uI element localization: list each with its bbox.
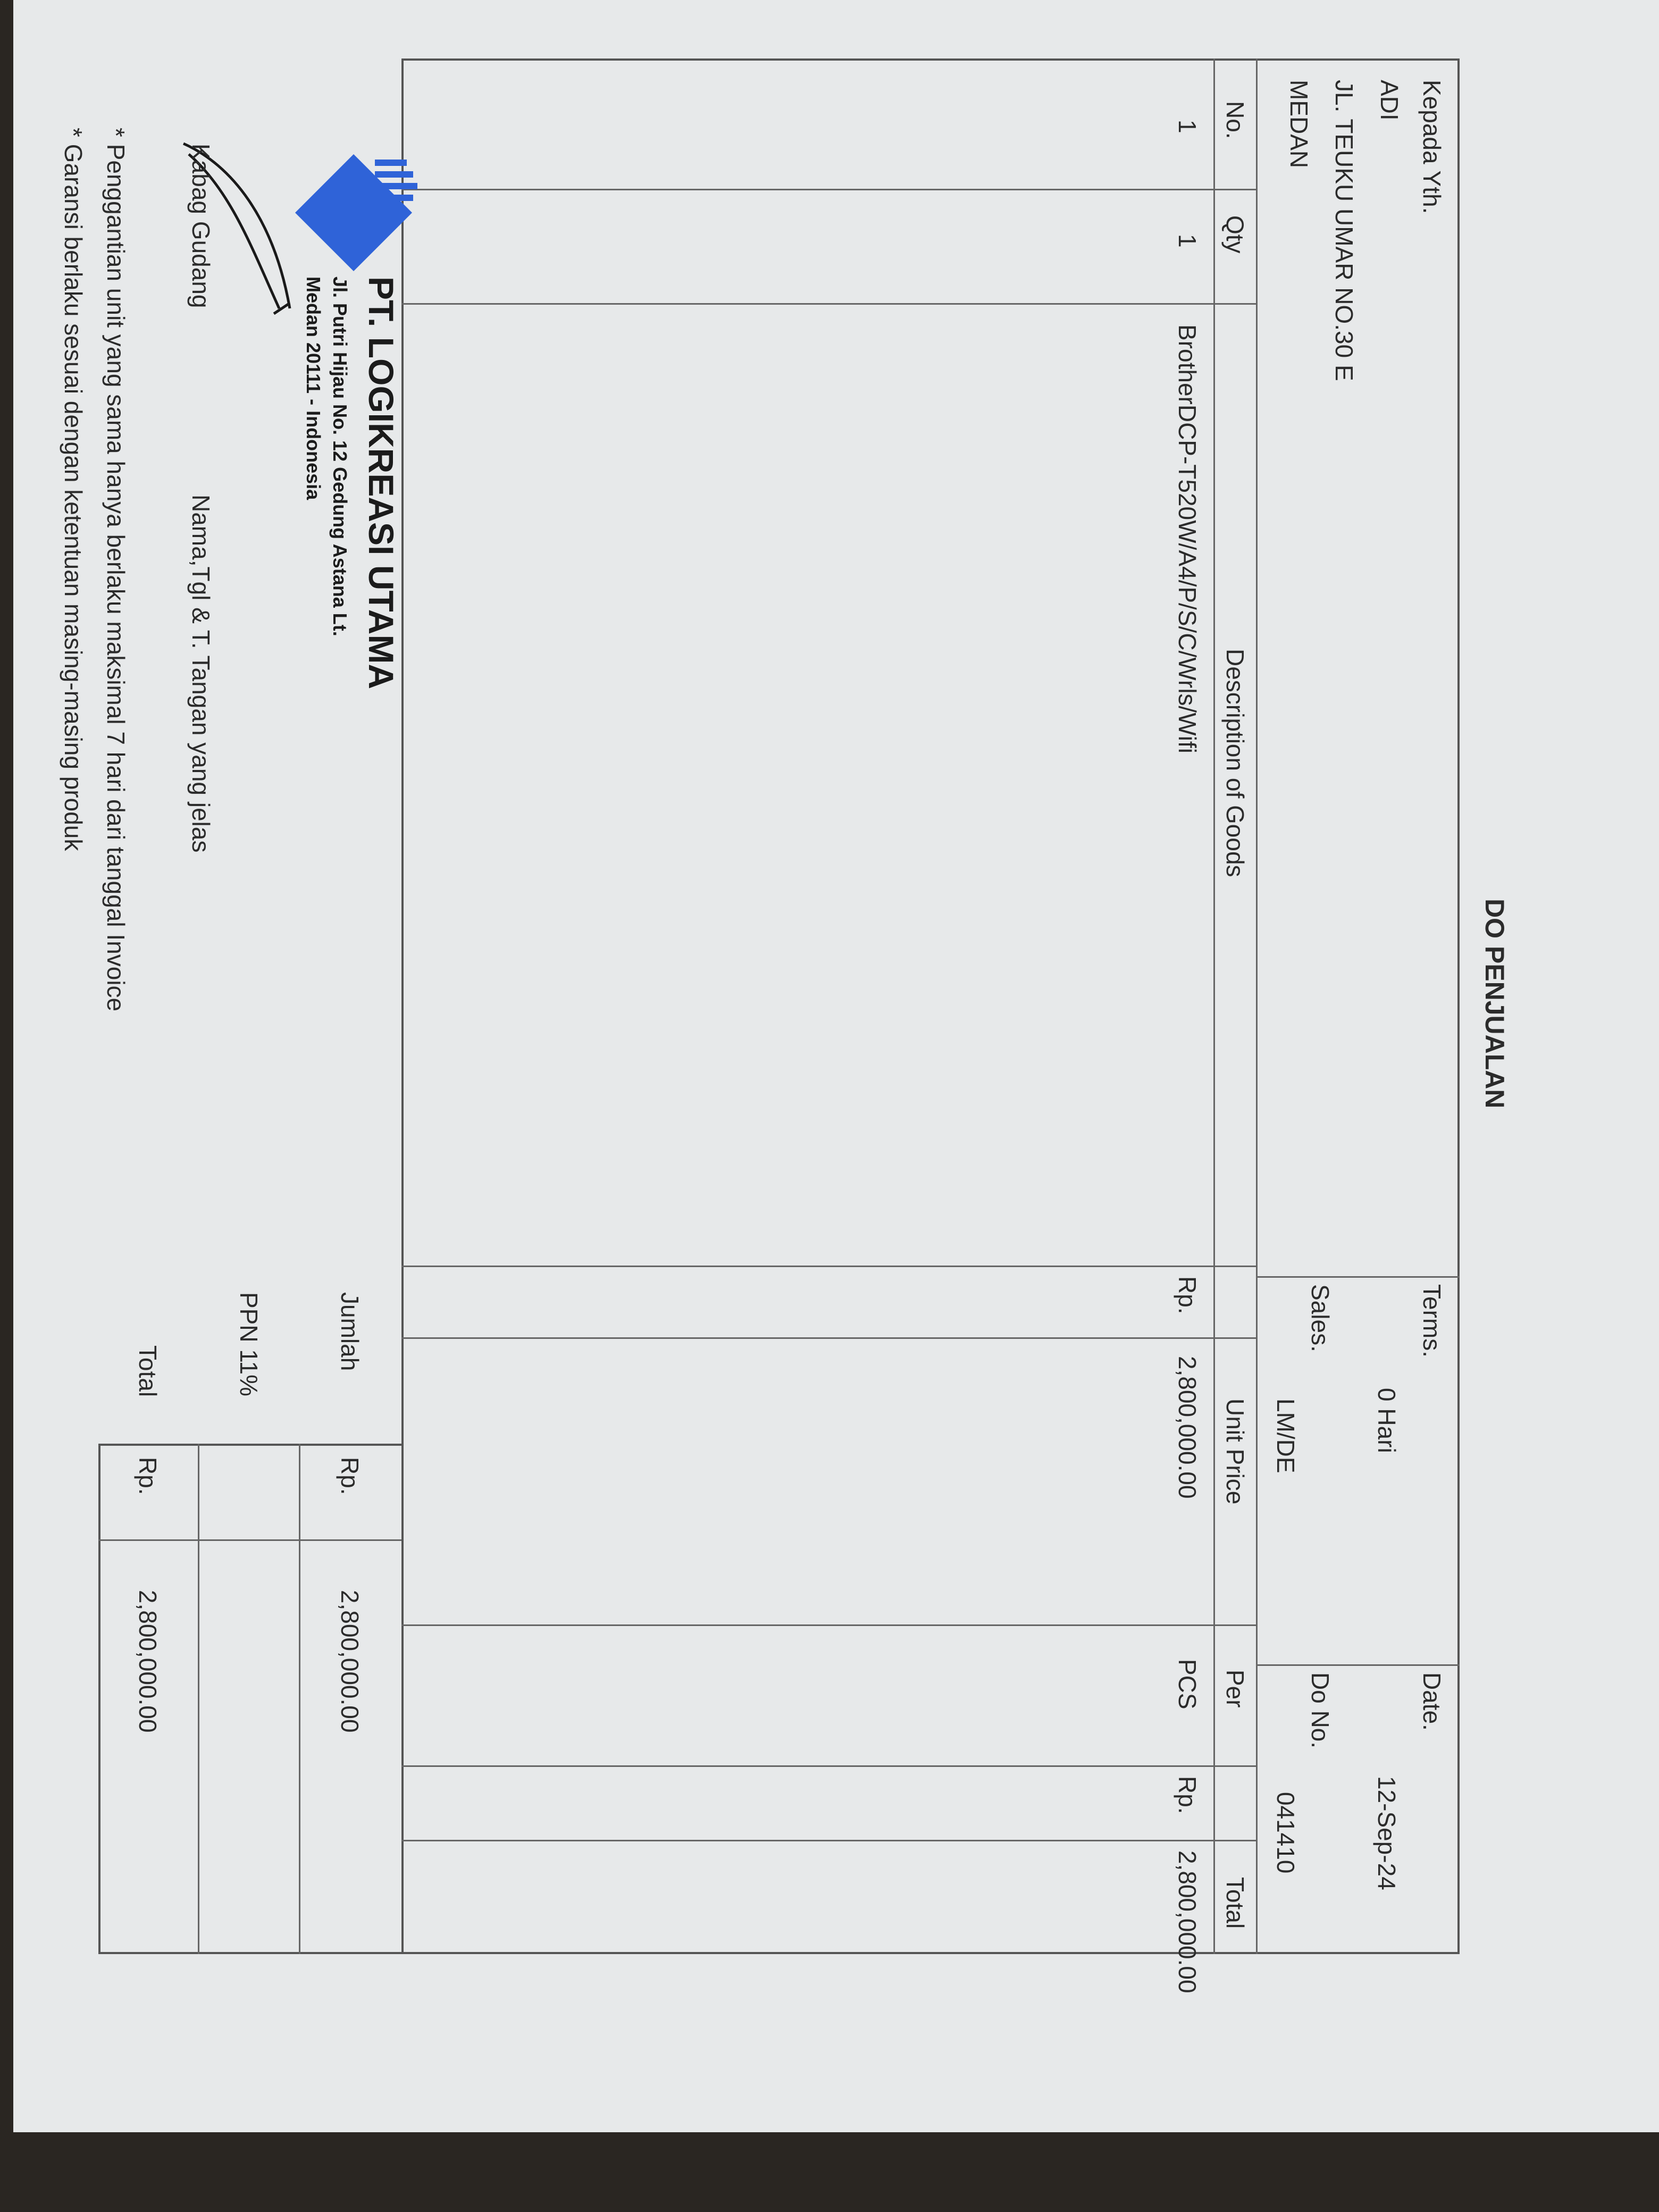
column-header-qty: Qty [1221, 215, 1249, 254]
ppn-label: PPN 11% [235, 1292, 263, 1397]
total-currency: Rp. [134, 1457, 162, 1495]
row-per: PCS [1174, 1659, 1201, 1710]
recipient-label: Kepada Yth. [1418, 80, 1446, 214]
jumlah-currency: Rp. [336, 1457, 364, 1495]
totals-line-1 [299, 1444, 300, 1954]
column-line-currency [401, 1840, 1258, 1841]
row-qty: 1 [1174, 234, 1201, 248]
table-header-line [1213, 58, 1215, 1954]
note-replacement-policy: * Penggantian unit yang sama hanya berlaku maksimal 7 hari dari tanggal Invoice [102, 128, 130, 1012]
row-description: BrotherDCP-T520W/A4/P/S/C/Wrls/Wifi [1174, 324, 1201, 753]
terms-label: Terms. [1418, 1284, 1446, 1358]
column-line-unit-per [401, 1337, 1258, 1339]
column-header-total: Total [1221, 1877, 1249, 1929]
date-label: Date. [1418, 1672, 1446, 1731]
company-address-line1: Jl. Putri Hijau No. 12 Gedung Astana Lt. [329, 276, 351, 636]
paper-sheet [13, 0, 1659, 2132]
column-header-description: Description of Goods [1221, 649, 1249, 877]
header-divider-date [1258, 1664, 1460, 1666]
totals-line-2 [198, 1444, 199, 1954]
row-unit-price: 2,800,000.00 [1174, 1356, 1201, 1499]
column-line-no-qty [401, 189, 1258, 190]
do-number-value: 041410 [1272, 1792, 1300, 1874]
document-frame [401, 58, 1460, 1954]
sales-value: LM/DE [1272, 1398, 1300, 1473]
column-line-total-inner [401, 1765, 1258, 1767]
jumlah-label: Jumlah [336, 1292, 364, 1371]
row-total: 2,800,000.00 [1174, 1850, 1201, 1993]
column-header-per: Per [1221, 1670, 1249, 1708]
company-address-line2: Medan 20111 - Indonesia [303, 276, 324, 500]
document-title: DO PENJUALAN [1480, 899, 1510, 1109]
signature-role: Kabag Gudang [187, 144, 215, 308]
column-header-no: No. [1221, 101, 1249, 139]
recipient-city: MEDAN [1285, 80, 1313, 169]
terms-value: 0 Hari [1373, 1388, 1401, 1453]
column-line-qty-desc [401, 303, 1258, 305]
jumlah-value: 2,800,000.00 [336, 1590, 364, 1733]
total-label: Total [134, 1345, 162, 1397]
signature-instruction: Nama,Tgl & T. Tangan yang jelas [187, 495, 215, 853]
row-total-currency: Rp. [1174, 1776, 1201, 1814]
row-currency: Rp. [1174, 1276, 1201, 1314]
column-line-per-total [401, 1624, 1258, 1626]
recipient-address: JL. TEUKU UMAR NO.30 E [1330, 80, 1358, 381]
total-value: 2,800,000.00 [134, 1590, 162, 1733]
note-warranty-policy: * Garansi berlaku sesuai dengan ketentuan masing-masing produk [60, 128, 87, 851]
delivery-order-document [0, 58, 1510, 1993]
do-number-label: Do No. [1306, 1672, 1334, 1749]
header-bottom-line [1256, 58, 1258, 1954]
column-line-desc-unit [401, 1266, 1258, 1267]
row-no: 1 [1174, 120, 1201, 133]
column-header-unit-price: Unit Price [1221, 1398, 1249, 1505]
totals-currency-line [98, 1539, 401, 1541]
sales-label: Sales. [1306, 1284, 1334, 1352]
header-divider-terms [1258, 1276, 1460, 1278]
date-value: 12-Sep-24 [1373, 1776, 1401, 1890]
company-name: PT. LOGIKREASI UTAMA [362, 276, 401, 690]
recipient-name: ADI [1376, 80, 1403, 121]
